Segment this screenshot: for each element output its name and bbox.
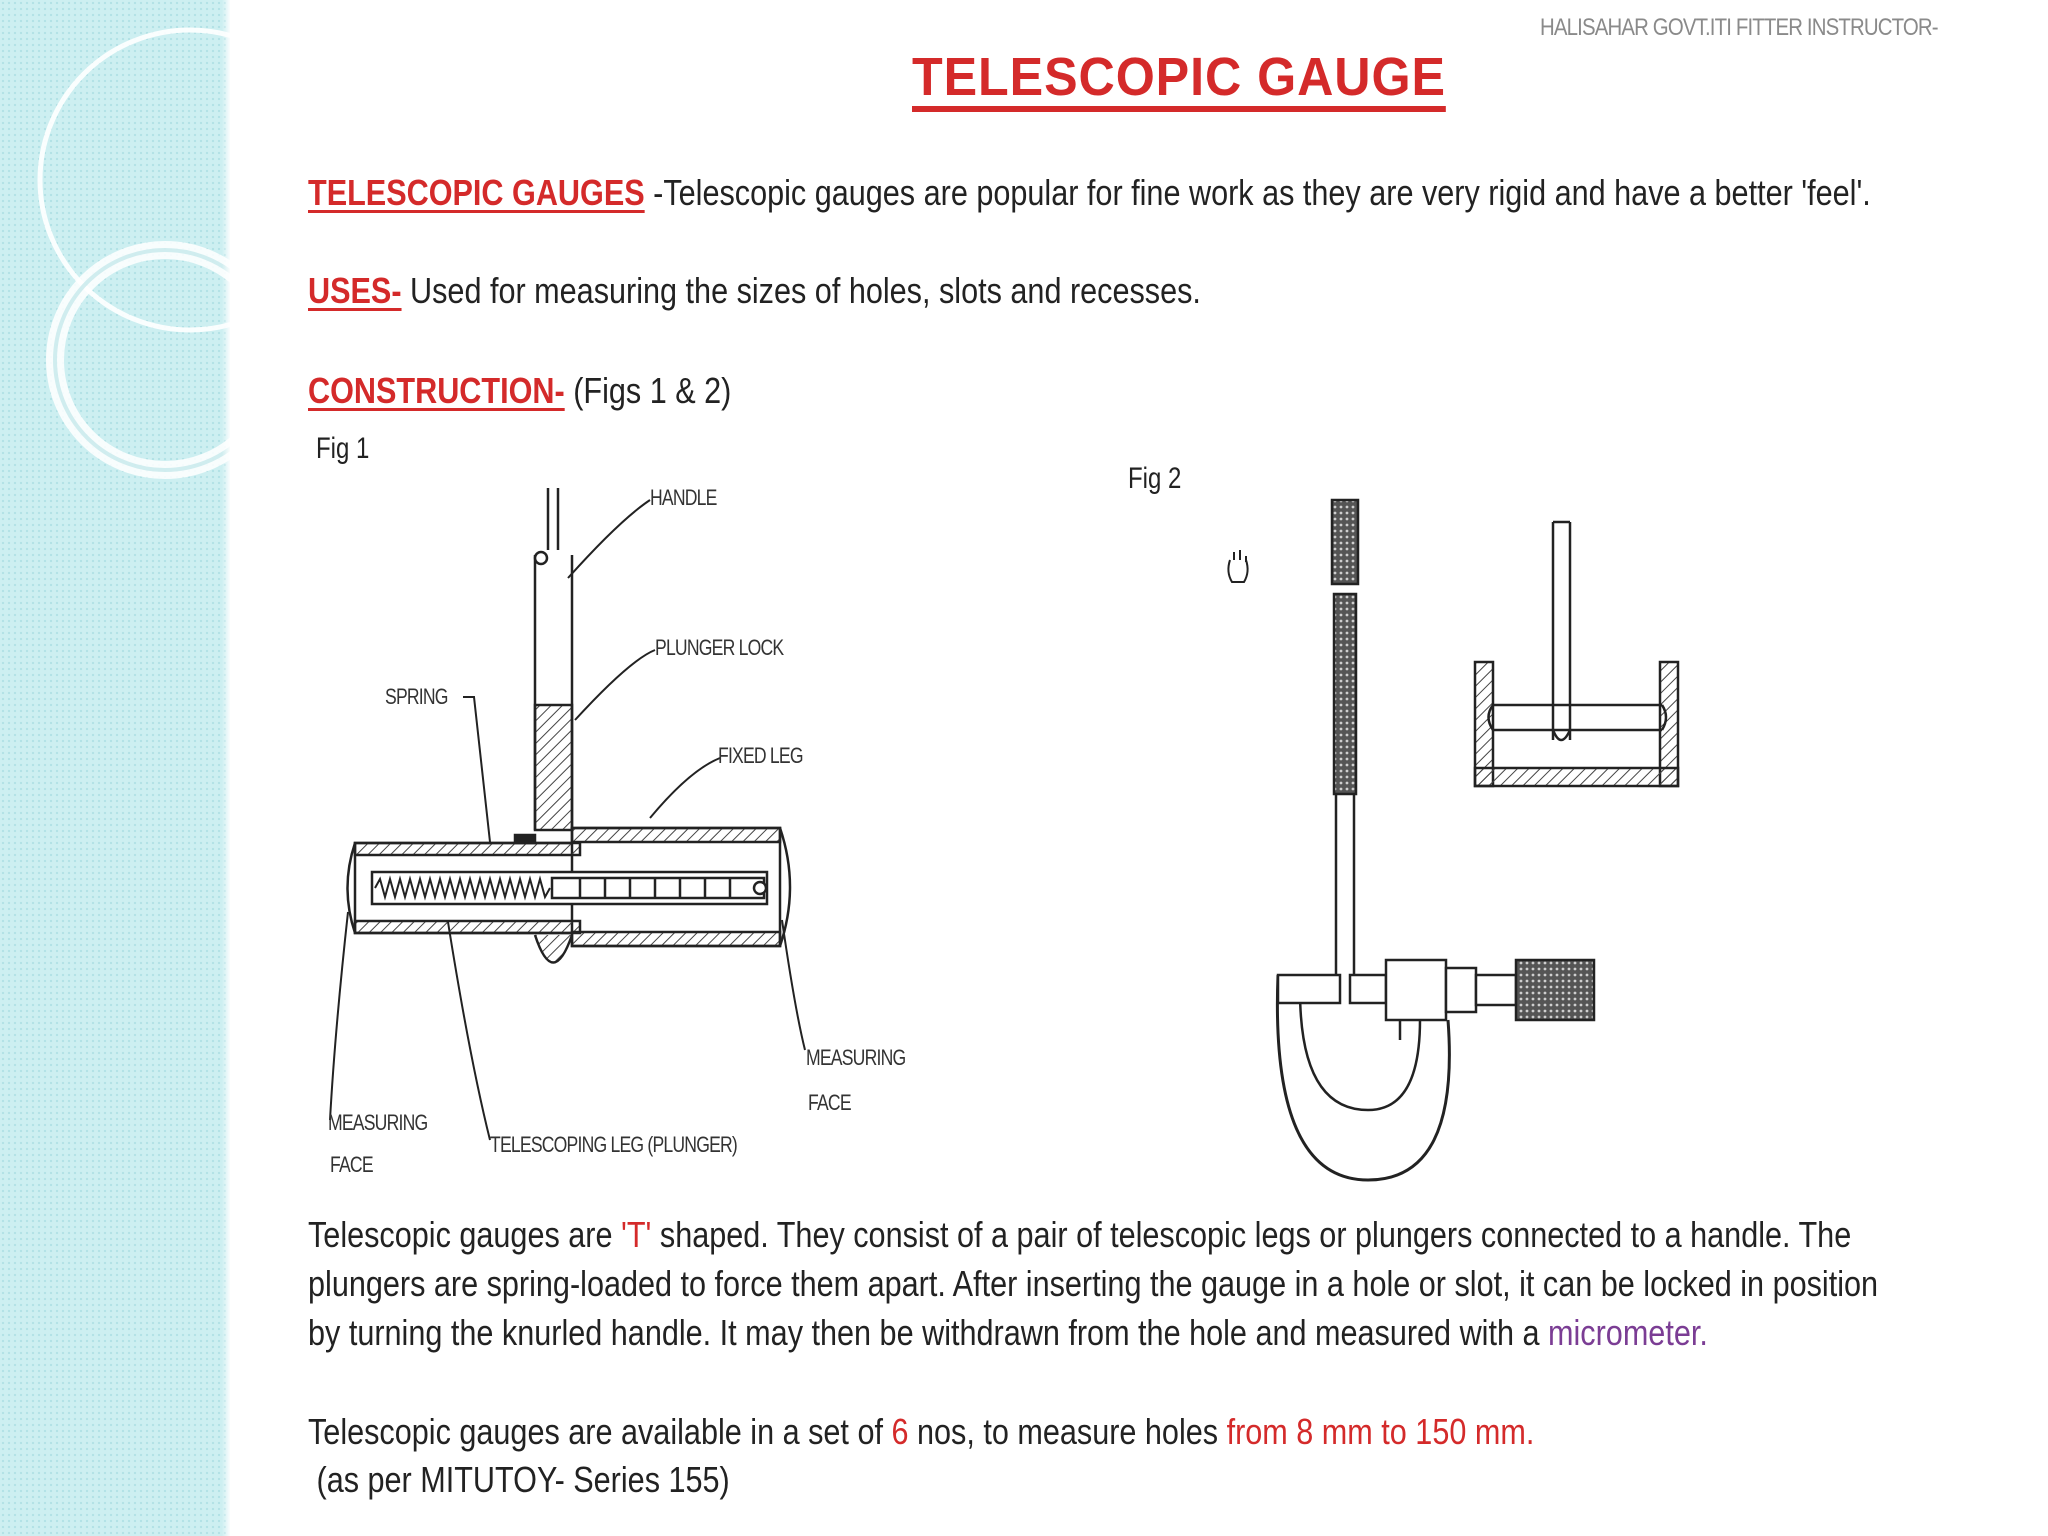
uses-text: Used for measuring the sizes of holes, slots and recesses.: [401, 270, 1201, 311]
fig1-drawing: [330, 488, 805, 1140]
description-line-2: plungers are spring-loaded to force them apart. After inserting the gauge in a hole or slot, it can be locked in position: [308, 1263, 1879, 1304]
t-shape-highlight: 'T': [620, 1214, 652, 1255]
label-handle: HANDLE: [650, 485, 717, 510]
intro-text: -Telescopic gauges are popular for fine work as they are very rigid and have a better 'feel'.: [644, 172, 1871, 213]
uses-heading: USES-: [308, 270, 402, 311]
description-line-3: by turning the knurled handle. It may then be withdrawn from the hole and measured with a micrometer.: [308, 1312, 1708, 1353]
label-spring: SPRING: [385, 684, 448, 709]
fig2-label: Fig 2: [1128, 462, 1182, 495]
measuring-range: from 8 mm to 150 mm.: [1226, 1411, 1535, 1452]
description-paragraph: [308, 1210, 1878, 1357]
label-measuring-face-right-1: MEASURING: [806, 1045, 906, 1070]
description-line-1: Telescopic gauges are 'T' shaped. They consist of a pair of telescopic legs or plungers connected to a handle. The: [308, 1214, 1852, 1255]
intro-heading: TELESCOPIC GAUGES: [308, 172, 645, 213]
micrometer-link[interactable]: micrometer.: [1548, 1312, 1708, 1353]
label-fixed-leg: FIXED LEG: [718, 743, 803, 768]
page-title: TELESCOPIC GAUGE: [912, 48, 1446, 112]
availability-paragraph: [308, 1408, 1534, 1504]
label-plunger-lock: PLUNGER LOCK: [655, 635, 784, 660]
label-measuring-face-left-1: MEASURING: [328, 1110, 428, 1135]
fig2-micrometer-drawing: [1228, 500, 1678, 1180]
construction-text: (Figs 1 & 2): [564, 370, 732, 411]
label-telescoping-leg: TELESCOPING LEG (PLUNGER): [490, 1132, 737, 1157]
label-measuring-face-right-2: FACE: [808, 1090, 851, 1115]
availability-line-1: Telescopic gauges are available in a set of 6 nos, to measure holes from 8 mm to 150 mm.: [308, 1411, 1535, 1452]
label-measuring-face-left-2: FACE: [330, 1152, 373, 1177]
construction-heading: CONSTRUCTION-: [308, 370, 565, 411]
fig1-label: Fig 1: [316, 432, 370, 465]
instructor-watermark: HALISAHAR GOVT.ITI FITTER INSTRUCTOR-: [1540, 14, 1938, 41]
set-count: 6: [891, 1411, 909, 1452]
availability-note: (as per MITUTOY- Series 155): [308, 1459, 730, 1500]
